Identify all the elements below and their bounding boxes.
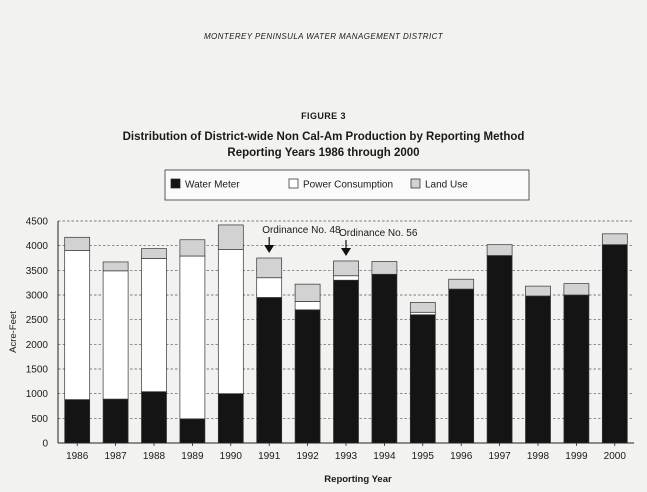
bar-segment — [180, 419, 205, 443]
bar-segment — [602, 245, 627, 443]
y-tick-label: 4500 — [25, 216, 48, 228]
x-tick-label: 1994 — [373, 451, 396, 462]
x-tick-label: 1993 — [334, 451, 358, 462]
chart-title: Distribution of District-wide Non Cal-Am Production by Reporting Method — [122, 131, 525, 143]
x-tick-label: 1992 — [296, 451, 319, 462]
bar-segment — [257, 258, 282, 278]
annotation-label: Ordinance No. 48 — [262, 225, 341, 236]
bar-segment — [103, 399, 128, 443]
bar-segment — [65, 237, 90, 250]
bar-segment — [410, 315, 435, 443]
bar-segment — [602, 234, 627, 245]
bar-segment — [334, 261, 359, 276]
x-tick-label: 1991 — [258, 451, 281, 462]
bar-segment — [410, 312, 435, 314]
bar-segment — [103, 262, 128, 271]
bar-segment — [295, 284, 320, 301]
x-tick-label: 1997 — [488, 451, 511, 462]
legend-label: Power Consumption — [303, 179, 394, 191]
bar-segment — [564, 284, 589, 295]
legend-swatch — [171, 179, 180, 188]
bar-segment — [65, 251, 90, 400]
y-tick-label: 3000 — [25, 290, 48, 302]
bar-segment — [410, 302, 435, 312]
legend-swatch — [411, 179, 420, 188]
y-tick-label: 0 — [42, 438, 48, 450]
x-axis-title: Reporting Year — [324, 474, 392, 485]
y-tick-label: 2500 — [25, 315, 48, 327]
y-tick-label: 1500 — [25, 364, 48, 376]
bar-segment — [487, 256, 512, 443]
x-tick-label: 2000 — [603, 451, 626, 462]
bar-segment — [372, 261, 397, 274]
annotation-label: Ordinance No. 56 — [339, 227, 418, 239]
bar-segment — [180, 256, 205, 419]
bar-segment — [295, 310, 320, 443]
bar-segment — [334, 280, 359, 443]
annotation-arrow-head — [341, 248, 351, 256]
y-axis-title: Acre-Feet — [8, 311, 19, 353]
x-tick-label: 1996 — [450, 451, 473, 462]
x-tick-label: 1987 — [104, 451, 127, 462]
legend-label: Land Use — [425, 179, 468, 191]
bar-segment — [65, 400, 90, 443]
bar-segment — [103, 271, 128, 399]
bar-segment — [180, 240, 205, 256]
bar-segment — [142, 258, 167, 391]
bar-segment — [257, 297, 282, 443]
x-tick-label: 1998 — [526, 451, 550, 462]
bar-segment — [218, 394, 243, 443]
y-tick-label: 3500 — [25, 265, 48, 277]
figure-number: FIGURE 3 — [301, 111, 346, 121]
bar-segment — [449, 279, 474, 289]
x-tick-label: 1986 — [66, 451, 89, 462]
y-tick-label: 500 — [31, 413, 48, 425]
bar-segment — [257, 278, 282, 298]
x-tick-label: 1999 — [565, 451, 588, 462]
chart-subtitle: Reporting Years 1986 through 2000 — [227, 147, 420, 159]
legend — [165, 170, 529, 200]
bar-segment — [218, 250, 243, 394]
bar-segment — [218, 225, 243, 250]
bar-segment — [142, 249, 167, 259]
x-tick-label: 1990 — [219, 451, 242, 462]
bar-segment — [564, 295, 589, 443]
bar-segment — [526, 286, 551, 296]
bar-segment — [142, 392, 167, 443]
agency-name: MONTEREY PENINSULA WATER MANAGEMENT DISTRICT — [203, 32, 444, 41]
bars — [65, 225, 628, 443]
x-tick-label: 1995 — [411, 451, 434, 462]
bar-segment — [449, 289, 474, 443]
x-tick-label: 1988 — [142, 451, 166, 462]
annotations — [262, 225, 418, 256]
annotation-arrow-head — [264, 245, 274, 253]
y-tick-label: 4000 — [25, 241, 48, 253]
y-tick-label: 1000 — [25, 389, 48, 401]
bar-segment — [334, 276, 359, 280]
x-tick-label: 1989 — [181, 451, 204, 462]
bar-segment — [295, 301, 320, 309]
y-tick-label: 2000 — [25, 339, 48, 351]
legend-label: Water Meter — [185, 179, 240, 191]
bar-segment — [372, 274, 397, 443]
bar-segment — [526, 296, 551, 443]
legend-swatch — [289, 179, 298, 188]
bar-segment — [487, 245, 512, 256]
